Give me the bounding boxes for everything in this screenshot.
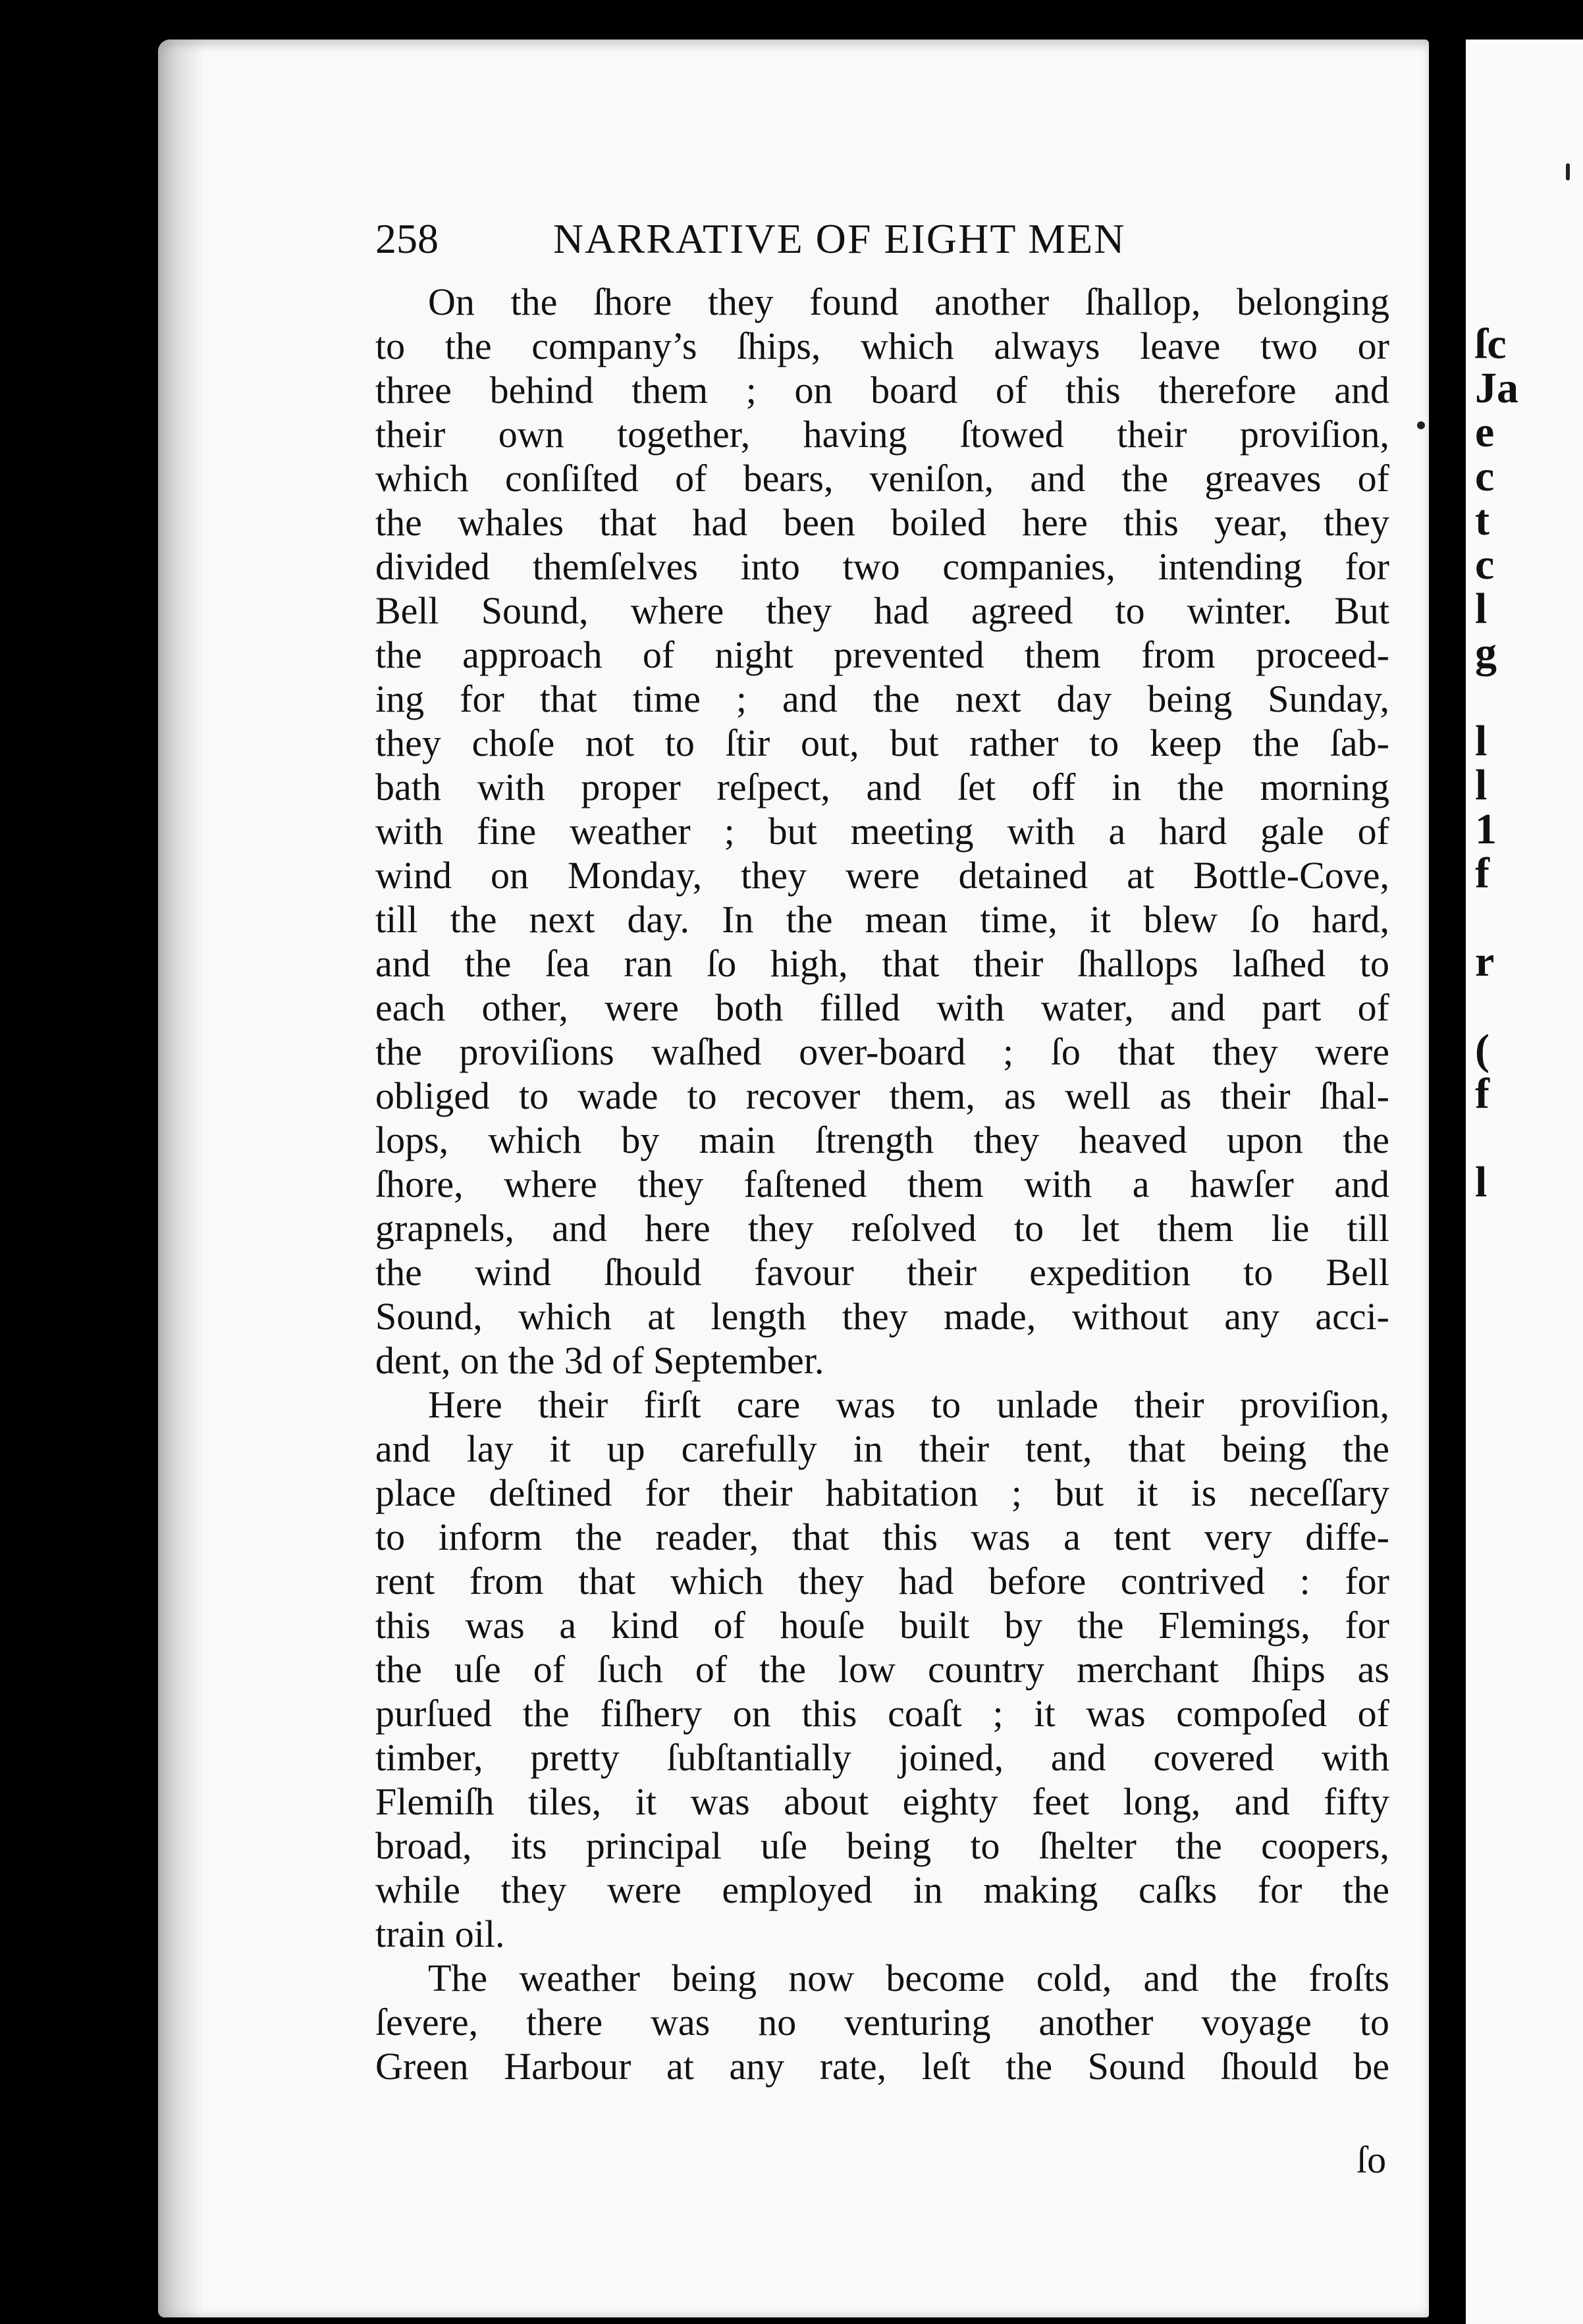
facing-page-fragment: 1 — [1475, 805, 1497, 853]
ink-speck — [1566, 163, 1570, 180]
facing-page-fragment: c — [1475, 452, 1495, 500]
text-line: three behind them ; on board of this therefore and — [375, 369, 1389, 411]
facing-page-fragment: r — [1475, 938, 1495, 986]
paragraph — [375, 1383, 1389, 1956]
facing-page-fragment: g — [1475, 629, 1497, 677]
facing-page-fragment: e — [1475, 408, 1495, 456]
facing-page-fragment: f — [1475, 849, 1489, 897]
facing-page-fragment: ( — [1475, 1026, 1489, 1074]
text-line: and lay it up carefully in their tent, that being the — [375, 1427, 1389, 1470]
text-line: train oil. — [375, 1913, 505, 1955]
text-line: rent from that which they had before contrived : for — [375, 1560, 1389, 1602]
text-line: ſevere, there was no venturing another voyage to — [375, 2001, 1389, 2044]
text-line: and the ſea ran ſo high, that their ſhallops laſhed to — [375, 942, 1389, 985]
text-line: broad, its principal uſe being to ſhelter the coopers, — [375, 1824, 1389, 1867]
facing-page-fragment: f — [1475, 1070, 1489, 1118]
text-line: the proviſions waſhed over-board ; ſo that they were — [375, 1030, 1389, 1073]
paragraph — [375, 280, 1389, 1383]
page-number: 258 — [375, 215, 439, 262]
facing-page-fragment: l — [1475, 1158, 1488, 1206]
text-line: ſhore, where they faſtened them with a hawſer and — [375, 1163, 1389, 1205]
text-line: the whales that had been boiled here this year, they — [375, 501, 1389, 544]
text-line: Green Harbour at any rate, leſt the Sound ſhould be — [375, 2045, 1389, 2088]
text-line: wind on Monday, they were detained at Bottle-Cove, — [375, 854, 1389, 897]
catchword: ſo — [1356, 2138, 1387, 2181]
facing-page-fragment: t — [1475, 496, 1489, 544]
text-line: Flemiſh tiles, it was about eighty feet long, and fifty — [375, 1780, 1389, 1823]
text-line: purſued the fiſhery on this coaſt ; it was compoſed of — [375, 1692, 1389, 1735]
text-line: Sound, which at length they made, without any acci- — [375, 1295, 1389, 1338]
text-line: Here their firſt care was to unlade their proviſion, — [428, 1383, 1389, 1426]
facing-page-fragment: l — [1475, 585, 1488, 633]
facing-page-fragment: ſc — [1475, 320, 1507, 368]
text-line: this was a kind of houſe built by the Flemings, for — [375, 1604, 1389, 1647]
text-line: till the next day. In the mean time, it blew ſo hard, — [375, 898, 1389, 941]
text-line: bath with proper reſpect, and ſet off in the morning — [375, 766, 1389, 808]
text-line: to the company’s ſhips, which always leave two or — [375, 325, 1389, 367]
text-line: while they were employed in making caſks for the — [375, 1868, 1389, 1911]
text-line: the wind ſhould favour their expedition to Bell — [375, 1251, 1389, 1294]
text-line: the uſe of ſuch of the low country merchant ſhips as — [375, 1648, 1389, 1691]
text-line: The weather being now become cold, and the froſts — [428, 1957, 1389, 1999]
text-line: divided themſelves into two companies, intending for — [375, 545, 1389, 588]
text-line: their own together, having ſtowed their proviſion, — [375, 413, 1389, 456]
book-gutter — [1429, 0, 1466, 2324]
text-line: to inform the reader, that this was a tent very diffe- — [375, 1516, 1389, 1558]
text-line: which conſiſted of bears, veniſon, and the greaves of — [375, 457, 1389, 500]
text-line: On the ſhore they found another ſhallop, belonging — [428, 280, 1389, 323]
text-line: obliged to wade to recover them, as well as their ſhal- — [375, 1074, 1389, 1117]
text-line: dent, on the 3d of September. — [375, 1339, 824, 1382]
page-header — [375, 209, 1310, 269]
text-line: lops, which by main ſtrength they heaved upon the — [375, 1119, 1389, 1161]
text-line: they choſe not to ſtir out, but rather to keep the ſab- — [375, 722, 1389, 764]
facing-page-fragment: l — [1475, 761, 1488, 809]
text-line: with fine weather ; but meeting with a hard gale of — [375, 810, 1389, 853]
facing-page-edge — [1466, 40, 1583, 2324]
paragraph — [375, 1956, 1389, 2088]
text-line: each other, were both filled with water, and part of — [375, 986, 1389, 1029]
text-line: ing for that time ; and the next day being Sunday, — [375, 677, 1389, 720]
ink-speck — [1417, 421, 1425, 429]
text-line: timber, pretty ſubſtantially joined, and covered with — [375, 1736, 1389, 1779]
text-line: the approach of night prevented them from proceed- — [375, 633, 1389, 676]
facing-page-fragment: l — [1475, 717, 1488, 765]
text-line: place deſtined for their habitation ; but it is neceſſary — [375, 1471, 1389, 1514]
page-shadow-edge — [158, 40, 204, 2317]
text-line: grapnels, and here they reſolved to let them lie till — [375, 1207, 1389, 1250]
text-line: Bell Sound, where they had agreed to winter. But — [375, 589, 1389, 632]
facing-page-fragment: Ja — [1475, 364, 1518, 412]
running-head: NARRATIVE OF EIGHT MEN — [553, 215, 1126, 262]
body-text — [375, 280, 1389, 2088]
facing-page-fragment: c — [1475, 541, 1495, 589]
